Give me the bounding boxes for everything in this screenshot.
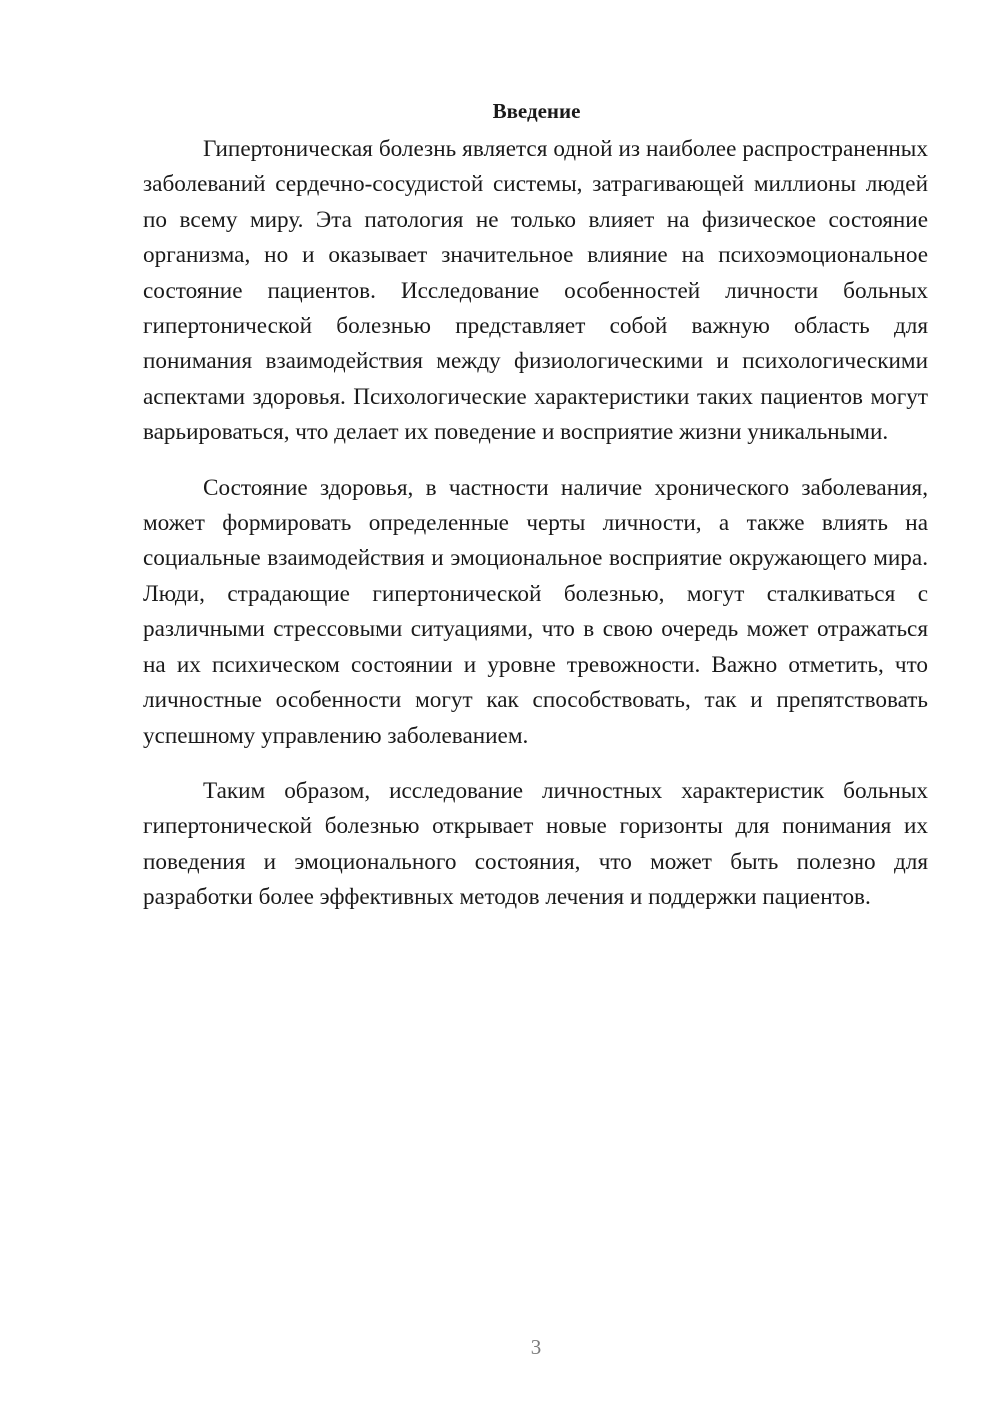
page-number: 3 [530, 1335, 542, 1359]
paragraph-3: Таким образом, исследование личностных характеристик больных гипертонической болезнью открывает новые горизонты для понимания их поведения и эмоционального состояния, что может быть полезно для разработки более эффективных методов лечения и поддержки пациентов. [143, 777, 928, 911]
section-title: Введение [492, 99, 581, 123]
paragraph-1: Гипертоническая болезнь является одной из наиболее распространенных заболеваний сердечно-сосудистой системы, затрагивающей миллионы людей по всему миру. Эта патология не только влияет на физическое состояние организма, но и оказывает значительное влияние на психоэмоциональное состояние пациентов. Исследование особенностей личности больных гипертонической болезнью представляет собой важную область для понимания взаимодействия между физиологическими и психологическими аспектами здоровья. Психологические характеристики таких пациентов могут варьироваться, что делает их поведение и восприятие жизни уникальными. [143, 136, 928, 446]
page-content [143, 96, 928, 916]
paragraph-2: Состояние здоровья, в частности наличие хронического заболевания, может формировать определенные черты личности, а также влиять на социальные взаимодействия и эмоциональное восприятие окружающего мира. Люди, страдающие гипертонической болезнью, могут сталкиваться с различными стрессовыми ситуациями, что в свою очередь может отражаться на их психическом состоянии и уровне тревожности. Важно отметить, что личностные особенности могут как способствовать, так и препятствовать успешному управлению заболеванием. [143, 474, 928, 749]
